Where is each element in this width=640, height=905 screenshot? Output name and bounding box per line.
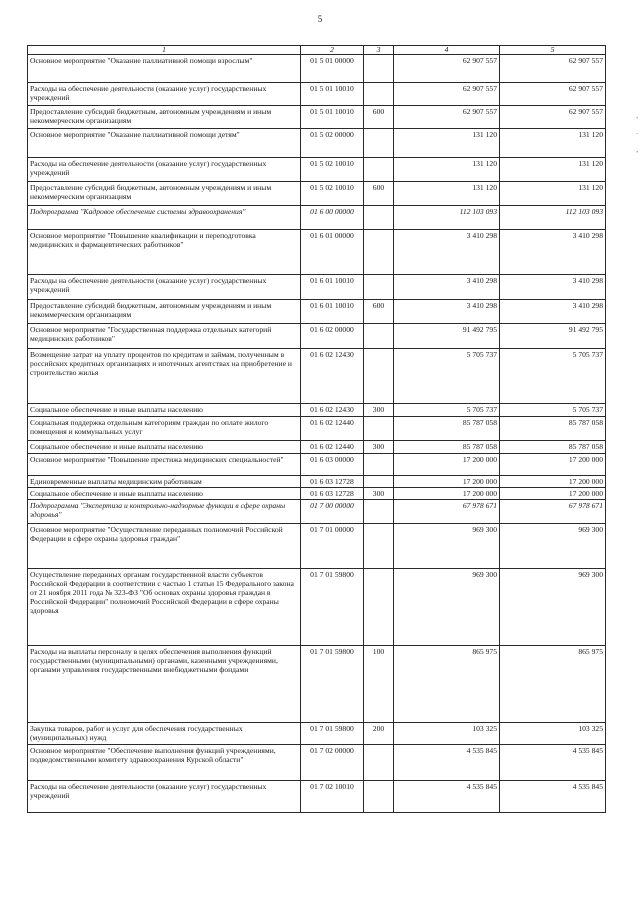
row-type: 600 (364, 106, 394, 129)
row-code: 01 6 02 12430 (301, 404, 364, 417)
row-value-year2: 131 120 (500, 129, 606, 158)
row-type (364, 781, 394, 813)
row-type: 200 (364, 723, 394, 745)
row-code: 01 6 00 00000 (301, 206, 364, 230)
row-name: Закупка товаров, работ и услуг для обеспечения государственных (муниципальных) нужд (28, 723, 301, 745)
row-value-year1: 17 200 000 (394, 488, 500, 500)
row-type (364, 745, 394, 781)
row-value-year2: 131 120 (500, 182, 606, 206)
table-row (28, 476, 606, 488)
row-type: 300 (364, 404, 394, 417)
row-code: 01 6 02 12440 (301, 441, 364, 454)
table-row (28, 158, 606, 182)
row-value-year2: 85 787 058 (500, 441, 606, 454)
table-row (28, 745, 606, 781)
row-value-year2: 5 705 737 (500, 404, 606, 417)
row-value-year2: 103 325 (500, 723, 606, 745)
budget-table (27, 45, 606, 813)
row-value-year2: 5 705 737 (500, 349, 606, 404)
table-row (28, 83, 606, 106)
row-name: Расходы на обеспечение деятельности (оказание услуг) государственных учреждений (28, 275, 301, 300)
row-name: Расходы на выплаты персоналу в целях обеспечения выполнения функций государственными (муниципальными) органами, казенными учреждениями, органами управления государственными внебюджетными фондами (28, 646, 301, 723)
row-type (364, 129, 394, 158)
row-value-year1: 3 410 298 (394, 300, 500, 324)
table-row (28, 454, 606, 476)
row-type (364, 275, 394, 300)
row-value-year2: 62 907 557 (500, 83, 606, 106)
row-type (364, 349, 394, 404)
table-row (28, 417, 606, 441)
row-name: Расходы на обеспечение деятельности (оказание услуг) государственных учреждений (28, 781, 301, 813)
row-name: Основное мероприятие "Обеспечение выполнения функций учреждениями, подведомственными комитету здравоохранения Курской области" (28, 745, 301, 781)
row-type: 300 (364, 488, 394, 500)
row-code: 01 7 00 00000 (301, 500, 364, 524)
row-code: 01 5 01 00000 (301, 55, 364, 83)
row-name: Возмещение затрат на уплату процентов по кредитам и займам, полученным в российских кредитных организациях и ипотечных агентствах на приобретение и строительство жилья (28, 349, 301, 404)
table-row (28, 129, 606, 158)
table-row (28, 182, 606, 206)
table-row (28, 324, 606, 349)
row-value-year2: 865 975 (500, 646, 606, 723)
column-header: 5 (500, 46, 606, 55)
row-value-year1: 131 120 (394, 182, 500, 206)
row-value-year1: 4 535 845 (394, 781, 500, 813)
row-value-year2: 112 103 093 (500, 206, 606, 230)
row-name: Социальное обеспечение и иные выплаты населению (28, 441, 301, 454)
row-code: 01 5 01 10010 (301, 106, 364, 129)
edge-mark: , (636, 146, 638, 154)
row-name: Единовременные выплаты медицинским работникам (28, 476, 301, 488)
row-value-year2: 91 492 795 (500, 324, 606, 349)
row-code: 01 7 02 10010 (301, 781, 364, 813)
row-name: Основное мероприятие "Повышение квалификации и переподготовка медицинских и фармацевтических работников" (28, 230, 301, 275)
row-name: Основное мероприятие "Оказание паллиативной помощи детям" (28, 129, 301, 158)
row-code: 01 7 01 59800 (301, 569, 364, 646)
row-value-year1: 969 300 (394, 524, 500, 569)
row-type: 600 (364, 182, 394, 206)
row-name: Социальное обеспечение и иные выплаты населению (28, 404, 301, 417)
row-value-year1: 62 907 557 (394, 55, 500, 83)
row-value-year2: 3 410 298 (500, 230, 606, 275)
row-value-year1: 85 787 058 (394, 441, 500, 454)
row-value-year1: 62 907 557 (394, 83, 500, 106)
row-value-year1: 4 535 845 (394, 745, 500, 781)
row-type: 300 (364, 441, 394, 454)
row-value-year1: 131 120 (394, 129, 500, 158)
table-row (28, 275, 606, 300)
row-code: 01 6 02 12440 (301, 417, 364, 441)
row-code: 01 7 01 59800 (301, 723, 364, 745)
row-name: Расходы на обеспечение деятельности (оказание услуг) государственных учреждений (28, 83, 301, 106)
row-value-year2: 969 300 (500, 524, 606, 569)
row-code: 01 6 01 00000 (301, 230, 364, 275)
table-row (28, 524, 606, 569)
table-row (28, 206, 606, 230)
row-type (364, 230, 394, 275)
table-row (28, 441, 606, 454)
row-value-year2: 17 200 000 (500, 488, 606, 500)
row-value-year1: 17 200 000 (394, 454, 500, 476)
row-type (364, 524, 394, 569)
row-code: 01 5 02 00000 (301, 129, 364, 158)
row-value-year2: 3 410 298 (500, 300, 606, 324)
row-type (364, 83, 394, 106)
row-code: 01 5 02 10010 (301, 182, 364, 206)
row-name: Предоставление субсидий бюджетным, автономным учреждениям и иным некоммерческим организациям (28, 182, 301, 206)
row-value-year1: 91 492 795 (394, 324, 500, 349)
row-type (364, 158, 394, 182)
row-name: Основное мероприятие "Осуществление переданных полномочий Российской Федерации в сфере охраны здоровья граждан" (28, 524, 301, 569)
row-code: 01 6 01 10010 (301, 275, 364, 300)
row-name: Расходы на обеспечение деятельности (оказание услуг) государственных учреждений (28, 158, 301, 182)
row-name: Предоставление субсидий бюджетным, автономным учреждениям и иным некоммерческим организациям (28, 300, 301, 324)
table-row (28, 349, 606, 404)
table-row (28, 106, 606, 129)
row-value-year1: 5 705 737 (394, 404, 500, 417)
row-value-year1: 17 200 000 (394, 476, 500, 488)
row-value-year2: 62 907 557 (500, 55, 606, 83)
row-value-year1: 62 907 557 (394, 106, 500, 129)
row-name: Подпрограмма "Экспертиза и контрольно-надзорные функции в сфере охраны здоровья" (28, 500, 301, 524)
row-value-year2: 131 120 (500, 158, 606, 182)
table-row (28, 404, 606, 417)
column-header: 2 (301, 46, 364, 55)
row-code: 01 6 03 12728 (301, 488, 364, 500)
edge-mark: . (636, 128, 638, 136)
row-name: Основное мероприятие "Повышение престижа медицинских специальностей" (28, 454, 301, 476)
row-code: 01 5 01 10010 (301, 83, 364, 106)
row-value-year1: 112 103 093 (394, 206, 500, 230)
row-type (364, 569, 394, 646)
row-type (364, 476, 394, 488)
row-type (364, 454, 394, 476)
row-code: 01 6 02 00000 (301, 324, 364, 349)
row-code: 01 6 01 10010 (301, 300, 364, 324)
row-value-year2: 17 200 000 (500, 476, 606, 488)
row-name: Социальное обеспечение и иные выплаты населению (28, 488, 301, 500)
row-value-year1: 85 787 058 (394, 417, 500, 441)
row-value-year2: 4 535 845 (500, 745, 606, 781)
row-value-year2: 17 200 000 (500, 454, 606, 476)
table-row (28, 488, 606, 500)
row-name: Основное мероприятие "Оказание паллиативной помощи взрослым" (28, 55, 301, 83)
table-row (28, 646, 606, 723)
table-row (28, 500, 606, 524)
row-value-year1: 3 410 298 (394, 275, 500, 300)
column-header: 1 (28, 46, 301, 55)
row-code: 01 7 01 59800 (301, 646, 364, 723)
header-row (28, 46, 606, 55)
row-value-year1: 131 120 (394, 158, 500, 182)
row-value-year1: 67 978 671 (394, 500, 500, 524)
row-code: 01 5 02 10010 (301, 158, 364, 182)
row-value-year1: 3 410 298 (394, 230, 500, 275)
table-row (28, 230, 606, 275)
row-code: 01 6 03 12728 (301, 476, 364, 488)
row-value-year1: 865 975 (394, 646, 500, 723)
page-number: 5 (317, 14, 323, 24)
row-value-year2: 67 978 671 (500, 500, 606, 524)
edge-mark: , (636, 112, 638, 120)
row-value-year1: 103 325 (394, 723, 500, 745)
row-value-year1: 5 705 737 (394, 349, 500, 404)
row-type (364, 55, 394, 83)
row-code: 01 7 02 00000 (301, 745, 364, 781)
table-row (28, 723, 606, 745)
row-type (364, 417, 394, 441)
row-type (364, 206, 394, 230)
row-value-year2: 4 535 845 (500, 781, 606, 813)
row-name: Социальная поддержка отдельным категориям граждан по оплате жилого помещения и коммунальных услуг (28, 417, 301, 441)
row-code: 01 7 01 00000 (301, 524, 364, 569)
table-row (28, 55, 606, 83)
row-type (364, 500, 394, 524)
row-name: Осуществление переданных органам государственной власти субъектов Российской Федерации в соответствии с частью 1 статьи 15 Федерального закона от 21 ноября 2011 года № 323-ФЗ "Об основах охраны здоровья граждан в Российской Федерации" полномочий Российской Федерации в сфере охраны здоровья (28, 569, 301, 646)
column-header: 4 (394, 46, 500, 55)
row-type (364, 324, 394, 349)
row-value-year2: 3 410 298 (500, 275, 606, 300)
row-type: 100 (364, 646, 394, 723)
row-value-year2: 62 907 557 (500, 106, 606, 129)
row-name: Предоставление субсидий бюджетным, автономным учреждениям и иным некоммерческим организациям (28, 106, 301, 129)
table-row (28, 300, 606, 324)
column-header: 3 (364, 46, 394, 55)
row-code: 01 6 03 00000 (301, 454, 364, 476)
row-value-year1: 969 300 (394, 569, 500, 646)
row-value-year2: 85 787 058 (500, 417, 606, 441)
row-value-year2: 969 300 (500, 569, 606, 646)
row-code: 01 6 02 12430 (301, 349, 364, 404)
table-row (28, 569, 606, 646)
row-type: 600 (364, 300, 394, 324)
table-row (28, 781, 606, 813)
row-name: Подпрограмма "Кадровое обеспечение системы здравоохранения" (28, 206, 301, 230)
row-name: Основное мероприятие "Государственная поддержка отдельных категорий медицинских работников" (28, 324, 301, 349)
